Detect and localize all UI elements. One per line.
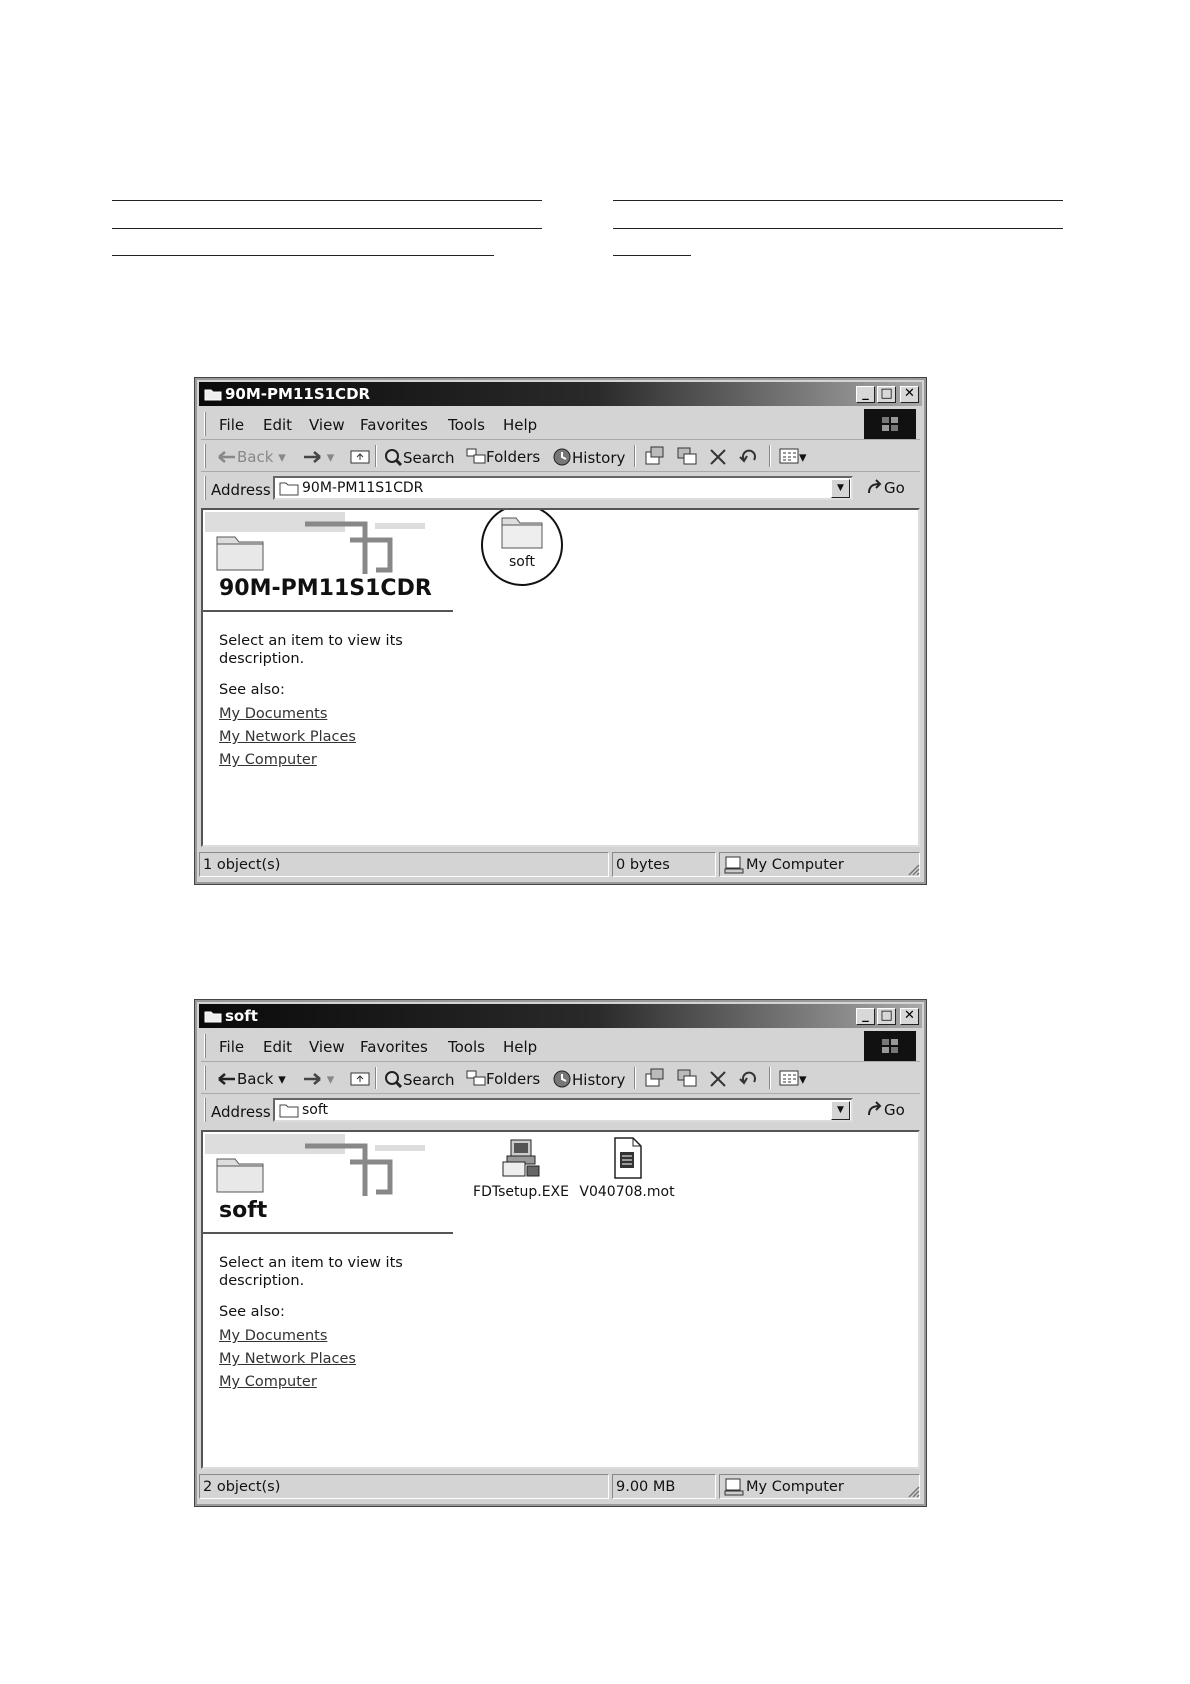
menu-help[interactable]: Help [503, 416, 538, 434]
my-computer-icon [724, 1478, 744, 1496]
menu-tools[interactable]: Tools [448, 416, 485, 434]
menu-view[interactable]: View [309, 1038, 345, 1056]
copy-to-icon[interactable] [676, 1068, 698, 1088]
toolbar-separator [375, 1067, 377, 1089]
address-value: 90M-PM11S1CDR [302, 480, 424, 496]
webview-banner-graphic [205, 1134, 465, 1199]
file-item-v040708[interactable] [577, 1136, 677, 1200]
panel-divider [203, 610, 453, 612]
back-label: Back [237, 448, 274, 466]
forward-arrow-icon [302, 450, 322, 464]
forward-arrow-icon [302, 1072, 322, 1086]
address-value: soft [302, 1102, 329, 1118]
views-button[interactable]: ▾ [779, 448, 807, 466]
go-label: Go [884, 1101, 905, 1119]
status-zone [719, 852, 920, 877]
setup-exe-icon [499, 1136, 543, 1180]
toolbar-grip[interactable] [204, 1034, 206, 1058]
back-arrow-icon [217, 1072, 237, 1086]
webview-banner-graphic [205, 512, 465, 577]
page-rule [112, 255, 494, 256]
toolbar-grip[interactable] [204, 412, 206, 436]
status-size: 9.00 MB [612, 1474, 716, 1499]
toolbar-grip[interactable] [204, 444, 206, 468]
toolbar-grip[interactable] [204, 1098, 206, 1122]
folder-icon [204, 387, 222, 401]
toolbar-grip[interactable] [204, 1066, 206, 1090]
explorer-window [195, 378, 926, 884]
menu-help[interactable]: Help [503, 1038, 538, 1056]
link-my-computer[interactable]: My Computer [219, 1374, 317, 1390]
toolbar-separator [634, 1067, 636, 1089]
maximize-button[interactable]: □ [877, 1008, 896, 1025]
page-rule [112, 228, 542, 229]
search-button[interactable] [383, 448, 455, 467]
toolbar-separator [769, 445, 771, 467]
mot-file-icon [605, 1136, 649, 1180]
toolbar-grip[interactable] [204, 476, 206, 500]
up-folder-icon [350, 1070, 370, 1086]
close-button[interactable]: ✕ [900, 386, 919, 403]
search-label: Search [403, 449, 455, 467]
windows-logo-icon [864, 409, 916, 439]
address-bar [201, 1095, 920, 1127]
status-bar [199, 1473, 922, 1500]
folders-icon [466, 1070, 486, 1086]
maximize-button[interactable]: □ [877, 386, 896, 403]
copy-to-icon[interactable] [676, 446, 698, 466]
move-to-icon[interactable] [644, 446, 666, 466]
go-arrow-icon [866, 479, 884, 495]
minimize-button[interactable]: _ [856, 386, 875, 403]
address-bar [201, 473, 920, 505]
menu-view[interactable]: View [309, 416, 345, 434]
status-zone [719, 1474, 920, 1499]
undo-icon[interactable] [738, 448, 760, 464]
panel-description: Select an item to view its description. [219, 633, 403, 667]
search-icon [383, 1070, 403, 1088]
panel-divider [203, 1232, 453, 1234]
delete-icon[interactable] [709, 448, 727, 466]
status-bar [199, 851, 922, 878]
go-button[interactable] [866, 1101, 905, 1119]
up-folder-button[interactable] [350, 1070, 370, 1090]
folders-button[interactable] [466, 448, 540, 466]
forward-button[interactable]: ▾ [302, 1070, 334, 1088]
go-button[interactable] [866, 479, 905, 497]
delete-icon[interactable] [709, 1070, 727, 1088]
folder-icon [279, 1102, 299, 1118]
windows-logo-icon [864, 1031, 916, 1061]
link-my-network-places[interactable]: My Network Places [219, 729, 356, 745]
panel-description: Select an item to view its description. [219, 1255, 403, 1289]
link-my-network-places[interactable]: My Network Places [219, 1351, 356, 1367]
status-zone-label: My Computer [746, 1479, 844, 1495]
back-label: Back [237, 1070, 274, 1088]
folder-icon [499, 512, 545, 550]
folders-button[interactable] [466, 1070, 540, 1088]
history-button[interactable] [552, 1070, 625, 1089]
minimize-button[interactable]: _ [856, 1008, 875, 1025]
search-icon [383, 448, 403, 466]
my-computer-icon [724, 856, 744, 874]
folder-view[interactable] [201, 1130, 920, 1469]
toolbar-separator [634, 445, 636, 467]
explorer-window [195, 1000, 926, 1506]
file-item-label: soft [508, 554, 536, 570]
resize-grip-icon[interactable] [906, 862, 920, 876]
menu-bar [201, 1031, 920, 1062]
search-button[interactable] [383, 1070, 455, 1089]
forward-button[interactable]: ▾ [302, 448, 334, 466]
window-title: 90M-PM11S1CDR [225, 385, 371, 403]
menu-favorites[interactable]: Favorites [360, 1038, 428, 1056]
back-arrow-icon [217, 450, 237, 464]
menu-file[interactable]: File [219, 416, 245, 434]
folders-label: Folders [486, 1070, 541, 1088]
toolbar-separator [375, 445, 377, 467]
file-item-fdtsetup[interactable] [471, 1136, 571, 1200]
file-item-label: V040708.mot [579, 1184, 675, 1200]
address-input[interactable] [273, 1098, 853, 1122]
menu-tools[interactable]: Tools [448, 1038, 485, 1056]
menu-file[interactable]: File [219, 1038, 245, 1056]
menu-bar [201, 409, 920, 440]
file-item-label: FDTsetup.EXE [473, 1184, 569, 1200]
go-label: Go [884, 479, 905, 497]
back-button[interactable]: Back ▾ [217, 1070, 286, 1088]
page-rule [613, 200, 1063, 201]
history-label: History [572, 449, 626, 467]
history-icon [552, 448, 572, 466]
back-button[interactable]: Back ▾ [217, 448, 286, 466]
see-also-label: See also: [219, 1304, 285, 1320]
title-bar[interactable] [199, 1004, 922, 1028]
address-label: Address [211, 481, 271, 499]
page-rule [613, 255, 691, 256]
move-to-icon[interactable] [644, 1068, 666, 1088]
go-arrow-icon [866, 1101, 884, 1117]
address-input[interactable] [273, 476, 853, 500]
folders-icon [466, 448, 486, 464]
menu-favorites[interactable]: Favorites [360, 416, 428, 434]
history-button[interactable] [552, 448, 625, 467]
address-dropdown-button[interactable]: ▼ [831, 479, 850, 498]
address-label: Address [211, 1103, 271, 1121]
views-icon [779, 448, 799, 464]
panel-folder-title: soft [219, 1198, 268, 1223]
link-my-documents[interactable]: My Documents [219, 706, 328, 722]
title-bar[interactable] [199, 382, 922, 406]
close-button[interactable]: ✕ [900, 1008, 919, 1025]
search-label: Search [403, 1071, 455, 1089]
views-button[interactable]: ▾ [779, 1070, 807, 1088]
panel-folder-title: 90M-PM11S1CDR [219, 576, 432, 601]
link-my-documents[interactable]: My Documents [219, 1328, 328, 1344]
standard-toolbar [201, 1063, 920, 1094]
status-zone-label: My Computer [746, 857, 844, 873]
menu-edit[interactable]: Edit [263, 1038, 293, 1056]
folders-label: Folders [486, 448, 541, 466]
window-title: soft [225, 1007, 258, 1025]
undo-icon[interactable] [738, 1070, 760, 1086]
history-label: History [572, 1071, 626, 1089]
menu-edit[interactable]: Edit [263, 416, 293, 434]
see-also-label: See also: [219, 682, 285, 698]
status-size: 0 bytes [612, 852, 716, 877]
history-icon [552, 1070, 572, 1088]
folder-icon [204, 1009, 222, 1023]
link-my-computer[interactable]: My Computer [219, 752, 317, 768]
resize-grip-icon[interactable] [906, 1484, 920, 1498]
views-icon [779, 1070, 799, 1086]
up-folder-icon [350, 448, 370, 464]
folder-view[interactable] [201, 508, 920, 847]
toolbar-separator [769, 1067, 771, 1089]
status-object-count: 1 object(s) [199, 852, 609, 877]
page-rule [112, 200, 542, 201]
page-rule [613, 228, 1063, 229]
address-dropdown-button[interactable]: ▼ [831, 1101, 850, 1120]
status-object-count: 2 object(s) [199, 1474, 609, 1499]
folder-icon [279, 480, 299, 496]
file-item-soft[interactable] [492, 512, 552, 570]
standard-toolbar [201, 441, 920, 472]
up-folder-button[interactable] [350, 448, 370, 468]
